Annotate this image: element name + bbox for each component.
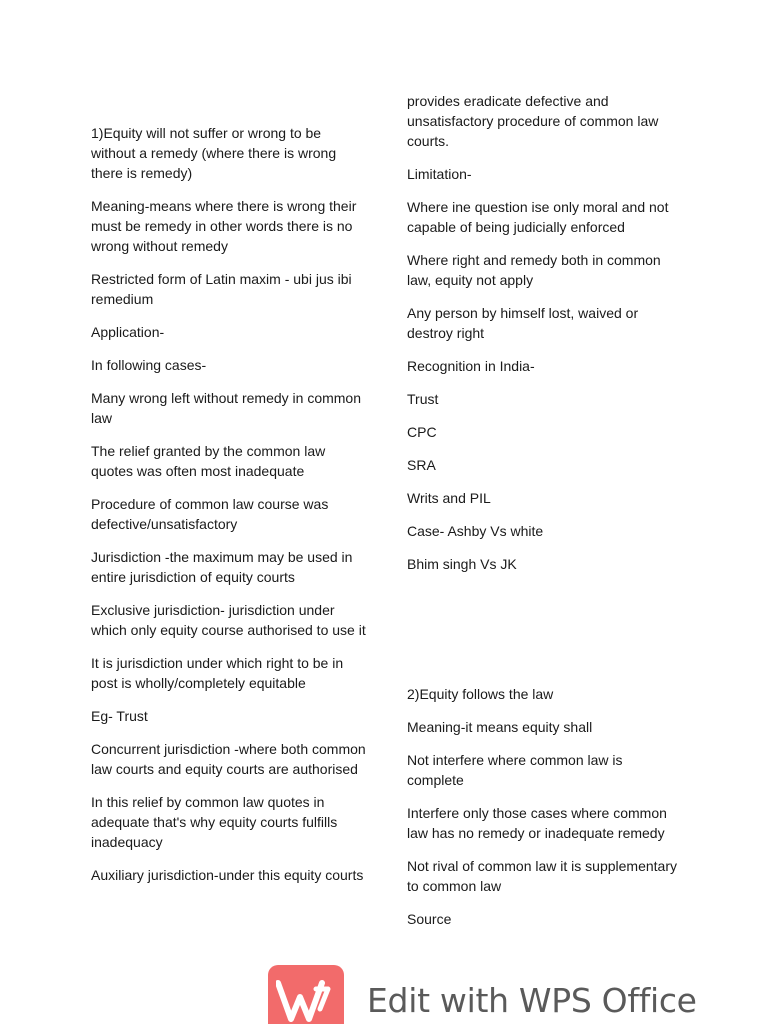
paragraph: SRA [407, 457, 436, 473]
paragraph: Jurisdiction -the maximum may be used in entire jurisdiction of equity courts [91, 549, 353, 585]
paragraph: Exclusive jurisdiction- jurisdiction under which only equity course authorised to use it [91, 602, 366, 638]
left-column [91, 123, 366, 885]
paragraph: Recognition in India- [407, 358, 535, 374]
wps-w-mark-icon [276, 979, 336, 1024]
paragraph: Meaning-means where there is wrong their must be remedy in other words there is no wrong without remedy [91, 198, 357, 254]
paragraph: Restricted form of Latin maxim - ubi jus ibi remedium [91, 271, 352, 307]
paragraph: provides eradicate defective and unsatisfactory procedure of common law courts. [407, 93, 659, 149]
paragraph: Where right and remedy both in common law, equity not apply [407, 252, 661, 288]
paragraph: Bhim singh Vs JK [407, 556, 517, 572]
wps-logo-icon [268, 965, 344, 1024]
paragraph: It is jurisdiction under which right to be in post is wholly/completely equitable [91, 655, 344, 691]
paragraph: The relief granted by the common law quotes was often most inadequate [91, 443, 326, 479]
paragraph: Interfere only those cases where common law has no remedy or inadequate remedy [407, 805, 667, 841]
paragraph: Procedure of common law course was defective/unsatisfactory [91, 496, 329, 532]
paragraph: In this relief by common law quotes in adequate that's why equity courts fulfills inadequacy [91, 794, 338, 850]
wps-watermark[interactable] [268, 965, 698, 1024]
paragraph: Trust [407, 391, 439, 407]
right-column-bottom [407, 684, 682, 929]
section-heading: 2)Equity follows the law [407, 686, 554, 702]
paragraph: Concurrent jurisdiction -where both common law courts and equity courts are authorised [91, 741, 366, 777]
paragraph: Case- Ashby Vs white [407, 523, 544, 539]
paragraph: 1)Equity will not suffer or wrong to be without a remedy (where there is wrong there is remedy) [91, 125, 337, 181]
paragraph: Limitation- [407, 166, 472, 182]
paragraph: Meaning-it means equity shall [407, 719, 593, 735]
right-column-top [407, 91, 682, 574]
paragraph: Source [407, 911, 452, 927]
paragraph: Application- [91, 324, 165, 340]
paragraph: Writs and PIL [407, 490, 491, 506]
paragraph: Auxiliary jurisdiction-under this equity courts [91, 867, 364, 883]
paragraph: CPC [407, 424, 437, 440]
paragraph: Where ine question ise only moral and not capable of being judicially enforced [407, 199, 669, 235]
paragraph: Any person by himself lost, waived or destroy right [407, 305, 639, 341]
paragraph: Many wrong left without remedy in common law [91, 390, 361, 426]
wps-edit-label[interactable]: Edit with WPS Office [367, 981, 697, 1020]
paragraph: Eg- Trust [91, 708, 148, 724]
paragraph: Not interfere where common law is complete [407, 752, 623, 788]
paragraph: Not rival of common law it is supplementary to common law [407, 858, 677, 894]
paragraph: In following cases- [91, 357, 207, 373]
